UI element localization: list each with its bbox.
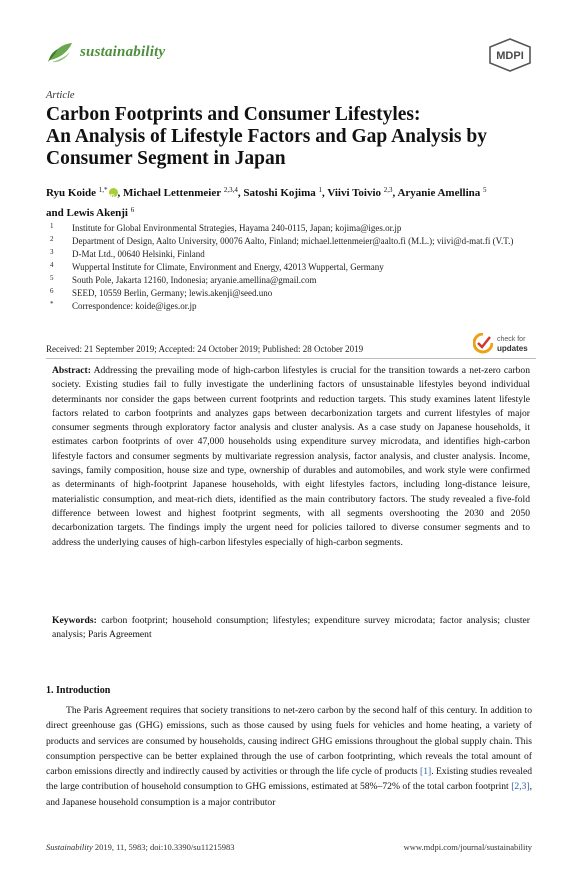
affiliation-text: Correspondence: koide@iges.or.jp — [72, 301, 197, 311]
author-name[interactable]: Lewis Akenji — [66, 207, 128, 219]
affiliation-number: 6 — [50, 287, 54, 295]
author-name[interactable]: Satoshi Kojima — [243, 187, 316, 199]
orcid-icon[interactable] — [109, 188, 118, 197]
affiliation-number: 1 — [50, 222, 54, 230]
citation-link[interactable]: [2,3] — [511, 781, 530, 793]
title-line: Carbon Footprints and Consumer Lifestyles: — [46, 104, 421, 125]
page-header — [46, 38, 532, 68]
affiliation-number: 3 — [50, 248, 54, 256]
affiliations-list — [50, 222, 520, 313]
affiliation-item — [50, 248, 520, 260]
check-updates-line1: check for — [497, 336, 526, 343]
author-name[interactable]: Aryanie Amellina — [397, 187, 481, 199]
author-affil-sup: 1 — [318, 186, 323, 194]
author-list: Ryu Koide $^{1,*}$iD , Michael Lettenmeier $^{2,3,4}$, Satoshi Kojima $^1$, Viivi Toivio $^{2,3}$, Aryanie Amellina $^5$ and Lewis Akenji $^6$ — [46, 182, 536, 222]
affiliation-item — [50, 222, 520, 234]
author-name[interactable]: Michael Lettenmeier — [123, 187, 222, 199]
intro-text: . Existing studies revealed the large contribution of household consumption to GHG emissions, estimated at 58%–72% of the total carbon footprint — [46, 766, 532, 793]
intro-text: , and Japanese household consumption is a major contributor — [46, 781, 532, 808]
author-affil-sup: 2,3 — [383, 186, 393, 194]
affiliation-text: Institute for Global Environmental Strategies, Hayama 240-0115, Japan; kojima@iges.or.jp — [72, 223, 402, 233]
author-name[interactable]: Ryu Koide — [46, 187, 97, 199]
keywords — [52, 614, 530, 643]
title-line: Consumer Segment in Japan — [46, 148, 286, 169]
affiliation-item — [50, 274, 520, 286]
intro-text: The Paris Agreement requires that society transitions to net-zero carbon by the second half of this century. In addition to direct greenhouse gas (GHG) emissions, such as those caused by using fuels for vehicles and home heating, a variety of products and services are consumed by households, causing indirect GHG emissions throughout the global supply chain. This consumption perspective can be better explained through the use of carbon footprinting, which reveals the total amount of carbon emissions directly and indirectly caused by activities or through the life cycle of products — [46, 705, 532, 778]
article-type: Article — [46, 90, 75, 101]
author-affil-sup: 2,3,4 — [223, 186, 238, 194]
abstract-text: Addressing the prevailing mode of high-carbon lifestyles is crucial for the transition towards a net-zero carbon society. Existing studies fail to fully investigate the underlining factors of unsustainable lifestyles beyond individual determinants nor consider the gaps between current footprints and reduction targets. This study examines latent lifestyle factors related to carbon footprints and analyzes gaps between decarbonization targets and current lifestyles of major consumer segments through exploratory factor analysis and cluster analysis. As a case study on Japanese households, it estimates carbon footprints of over 47,000 households using expenditure survey microdata, and identifies high-carbon lifestyle factors and consumer segments by multivariate regression analysis, factor analysis, and cluster analysis. Income, savings, family composition, house size and type, ownership of durables and automobiles, and work style were confirmed as determinants of high-footprint Japanese households, with eight lifestyles factors, including long-distance leisure, materialistic consumption, and meat-rich diets, identified as the main contributory factors. The study revealed a five-fold difference between lowest and highest footprint segments, with all segments overshooting the 2030 and 2050 decarbonization targets. The findings imply the urgent need for policies tailored to diverse consumer segments and to address the underlying causes of high-carbon lifestyles especially of high-carbon segments. — [52, 365, 530, 548]
abstract-label: Abstract: — [52, 365, 91, 376]
title-line: An Analysis of Lifestyle Factors and Gap Analysis by — [46, 126, 487, 147]
journal-name[interactable]: sustainability — [80, 44, 166, 60]
affiliation-item — [50, 287, 520, 299]
affiliation-text: Department of Design, Aalto University, 00076 Aalto, Finland; michael.lettenmeier@aalto.fi (M.L.); viivi@d-mat.fi (V.T.) — [72, 236, 514, 246]
keywords-text: carbon footprint; household consumption; lifestyles; expenditure survey microdata; factor analysis; cluster analysis; Paris Agreement — [52, 615, 530, 641]
check-updates-line2: updates — [497, 344, 528, 353]
check-updates-text — [497, 335, 528, 354]
footer-journal: Sustainability — [46, 842, 93, 852]
author-affil-sup: 6 — [130, 206, 135, 214]
keywords-label: Keywords: — [52, 615, 97, 626]
footer-url[interactable]: www.mdpi.com/journal/sustainability — [403, 842, 532, 852]
check-for-updates-badge[interactable] — [473, 333, 533, 357]
sustainability-leaf-icon — [46, 40, 74, 64]
affiliation-item — [50, 300, 520, 312]
affiliation-number: 5 — [50, 274, 54, 282]
check-updates-icon — [473, 333, 493, 355]
affiliation-number: * — [50, 300, 54, 308]
affiliation-text: South Pole, Jakarta 12160, Indonesia; aryanie.amellina@gmail.com — [72, 275, 317, 285]
affiliation-item — [50, 235, 520, 247]
publication-dates: Received: 21 September 2019; Accepted: 24 October 2019; Published: 28 October 2019 — [46, 344, 364, 354]
abstract — [52, 364, 530, 550]
mdpi-logo-text: MDPI — [496, 50, 524, 62]
affiliation-text: SEED, 10559 Berlin, Germany; lewis.akenji@seed.uno — [72, 288, 273, 298]
section-heading: 1. Introduction — [46, 685, 111, 696]
citation-link[interactable]: [1] — [420, 766, 432, 778]
footer-citation-text: 2019, 11, 5983; doi:10.3390/su11215983 — [94, 842, 235, 852]
footer-citation — [46, 842, 235, 852]
article-title — [46, 104, 536, 170]
introduction-paragraph — [46, 703, 532, 810]
divider — [46, 358, 536, 359]
author-affil-sup: 1,* — [98, 186, 108, 194]
mdpi-logo[interactable] — [488, 38, 532, 72]
affiliation-number: 2 — [50, 235, 54, 243]
affiliation-item — [50, 261, 520, 273]
author-name[interactable]: Viivi Toivio — [327, 187, 382, 199]
author-affil-sup: 5 — [483, 186, 487, 194]
affiliation-text: Wuppertal Institute for Climate, Environment and Energy, 42013 Wuppertal, Germany — [72, 262, 384, 272]
affiliation-text: D-Mat Ltd., 00640 Helsinki, Finland — [72, 249, 205, 259]
affiliation-number: 4 — [50, 261, 54, 269]
